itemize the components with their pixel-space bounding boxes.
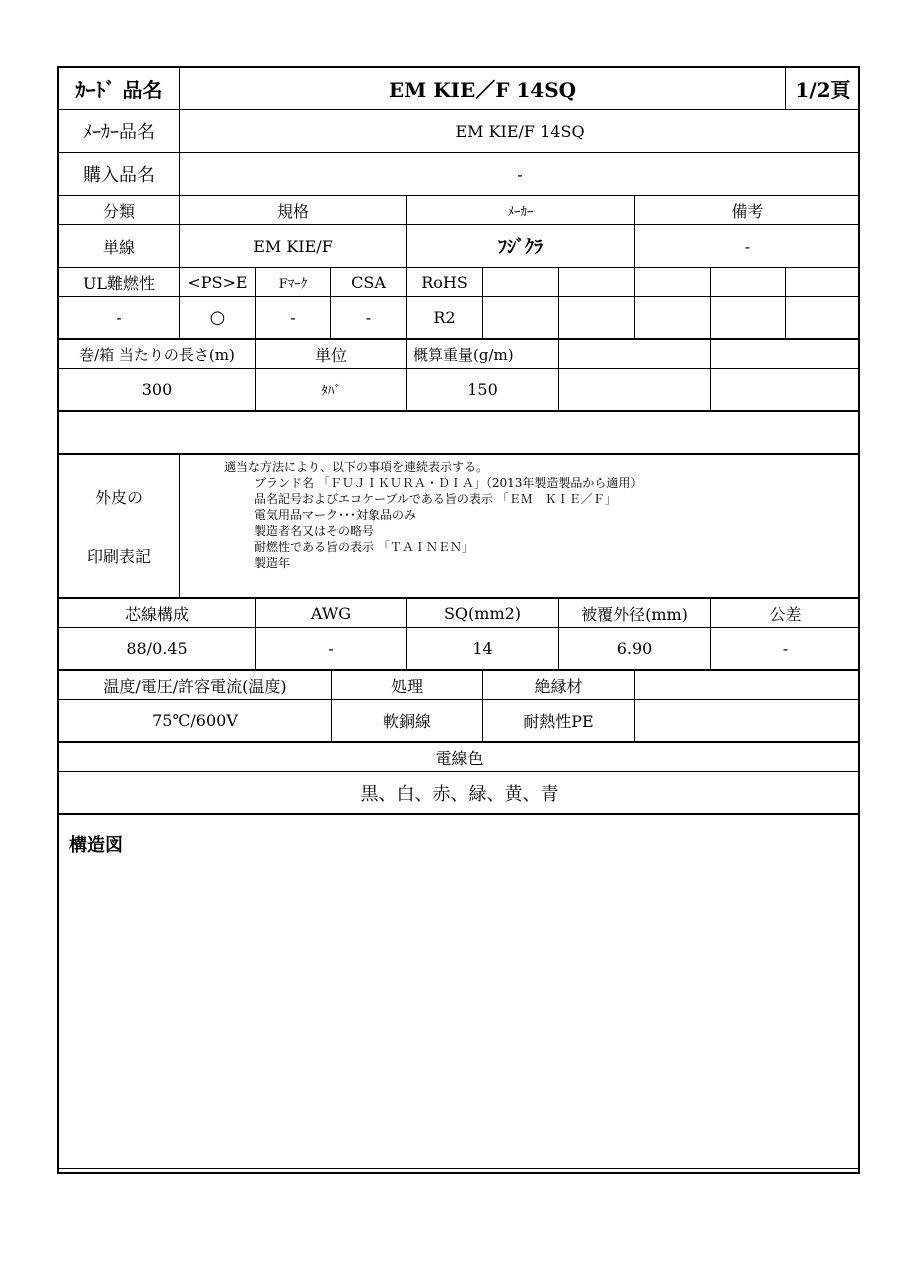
- card-name-label: ｶｰﾄﾞ 品名: [59, 68, 180, 110]
- spec-sheet: [57, 66, 860, 1174]
- standards-value-blank-4: [711, 297, 786, 340]
- insulation-header: 絶縁材: [483, 671, 635, 700]
- page-number: 1/2頁: [786, 68, 860, 110]
- standards-header-blank-2: [559, 268, 635, 297]
- pse-header: <PS>E: [180, 268, 256, 297]
- classification-header: 分類: [59, 196, 180, 225]
- tolerance-value: -: [711, 628, 860, 671]
- marking-label: [59, 455, 180, 599]
- unit-header: 単位: [256, 340, 407, 369]
- standards-header-blank-1: [483, 268, 559, 297]
- standard-header: 規格: [180, 196, 407, 225]
- marking-line: 電気用品マーク･･･対象品のみ: [254, 508, 417, 522]
- weight-header: 概算重量(g/m): [407, 340, 559, 369]
- remarks-header: 備考: [635, 196, 860, 225]
- sq-value: 14: [407, 628, 559, 671]
- standards-header-blank-3: [635, 268, 711, 297]
- f-mark-header: Fﾏｰｸ: [256, 268, 331, 297]
- f-mark-value: -: [256, 297, 331, 340]
- marking-label-line2: 印刷表記: [86, 547, 151, 566]
- standards-value-blank-3: [635, 297, 711, 340]
- treatment-header: 処理: [332, 671, 483, 700]
- ul-flame-header: UL難燃性: [59, 268, 180, 297]
- outer-diameter-header: 被覆外径(mm): [559, 599, 711, 628]
- marking-content: [180, 455, 860, 599]
- purchase-name-label: 購入品名: [59, 153, 180, 196]
- maker-header: ﾒｰｶｰ: [407, 196, 635, 225]
- structure-diagram-area: [59, 815, 860, 1169]
- marking-line: 製造者名又はその略号: [254, 524, 375, 538]
- standards-header-blank-4: [711, 268, 786, 297]
- sq-header: SQ(mm2): [407, 599, 559, 628]
- rating-header-blank: [635, 671, 860, 700]
- outer-diameter-value: 6.90: [559, 628, 711, 671]
- maker-name-value: EM KIE/F 14SQ: [180, 110, 860, 153]
- purchase-name-value: -: [180, 153, 860, 196]
- marking-line: 耐燃性である旨の表示 「ＴＡＩＮＥＮ」: [254, 540, 474, 554]
- remarks-value: -: [635, 225, 860, 268]
- standards-header-blank-5: [786, 268, 860, 297]
- maker-name-label: ﾒｰｶｰ品名: [59, 110, 180, 153]
- wire-color-header: 電線色: [59, 743, 860, 772]
- marking-notes: [224, 459, 642, 571]
- standard-value: EM KIE/F: [180, 225, 407, 268]
- card-name-value: EM KIE／F 14SQ: [180, 68, 786, 110]
- blank-row: [59, 412, 860, 455]
- marking-label-line1: 外皮の: [94, 488, 143, 507]
- marking-line: 適当な方法により、以下の事項を連続表示する。: [224, 460, 489, 474]
- csa-header: CSA: [331, 268, 407, 297]
- length-per-reel-value: 300: [59, 369, 256, 412]
- unit-value: ﾀﾊﾞ: [256, 369, 407, 412]
- marking-line: ブランド名 「ＦＵＪＩＫＵＲＡ・ＤＩＡ」（2013年製造製品から適用）: [254, 476, 643, 490]
- structure-diagram-label: 構造図: [69, 835, 123, 856]
- rohs-header: RoHS: [407, 268, 483, 297]
- packaging-header-blank-2: [711, 340, 860, 369]
- csa-value: -: [331, 297, 407, 340]
- standards-value-blank-1: [483, 297, 559, 340]
- packaging-header-blank-1: [559, 340, 711, 369]
- rating-header: 温度/電圧/許容電流(温度): [59, 671, 332, 700]
- rating-value-blank: [635, 700, 860, 743]
- strand-config-value: 88/0.45: [59, 628, 256, 671]
- rohs-value: R2: [407, 297, 483, 340]
- treatment-value: 軟銅線: [332, 700, 483, 743]
- wire-color-value: 黒、白、赤、緑、黄、青: [59, 772, 860, 815]
- awg-value: -: [256, 628, 407, 671]
- standards-value-blank-5: [786, 297, 860, 340]
- standards-value-blank-2: [559, 297, 635, 340]
- weight-value: 150: [407, 369, 559, 412]
- ul-flame-value: -: [59, 297, 180, 340]
- packaging-value-blank-1: [559, 369, 711, 412]
- tolerance-header: 公差: [711, 599, 860, 628]
- classification-value: 単線: [59, 225, 180, 268]
- awg-header: AWG: [256, 599, 407, 628]
- pse-value: ○: [180, 297, 256, 340]
- insulation-value: 耐熱性PE: [483, 700, 635, 743]
- rating-value: 75℃/600V: [59, 700, 332, 743]
- packaging-value-blank-2: [711, 369, 860, 412]
- strand-config-header: 芯線構成: [59, 599, 256, 628]
- marking-line: 品名記号およびエコケーブルである旨の表示 「ＥＭ ＫＩＥ／Ｆ」: [254, 492, 617, 506]
- marking-line: 製造年: [254, 556, 291, 570]
- maker-value: ﾌｼﾞｸﾗ: [407, 225, 635, 268]
- length-per-reel-header: 巻/箱 当たりの長さ(m): [59, 340, 256, 369]
